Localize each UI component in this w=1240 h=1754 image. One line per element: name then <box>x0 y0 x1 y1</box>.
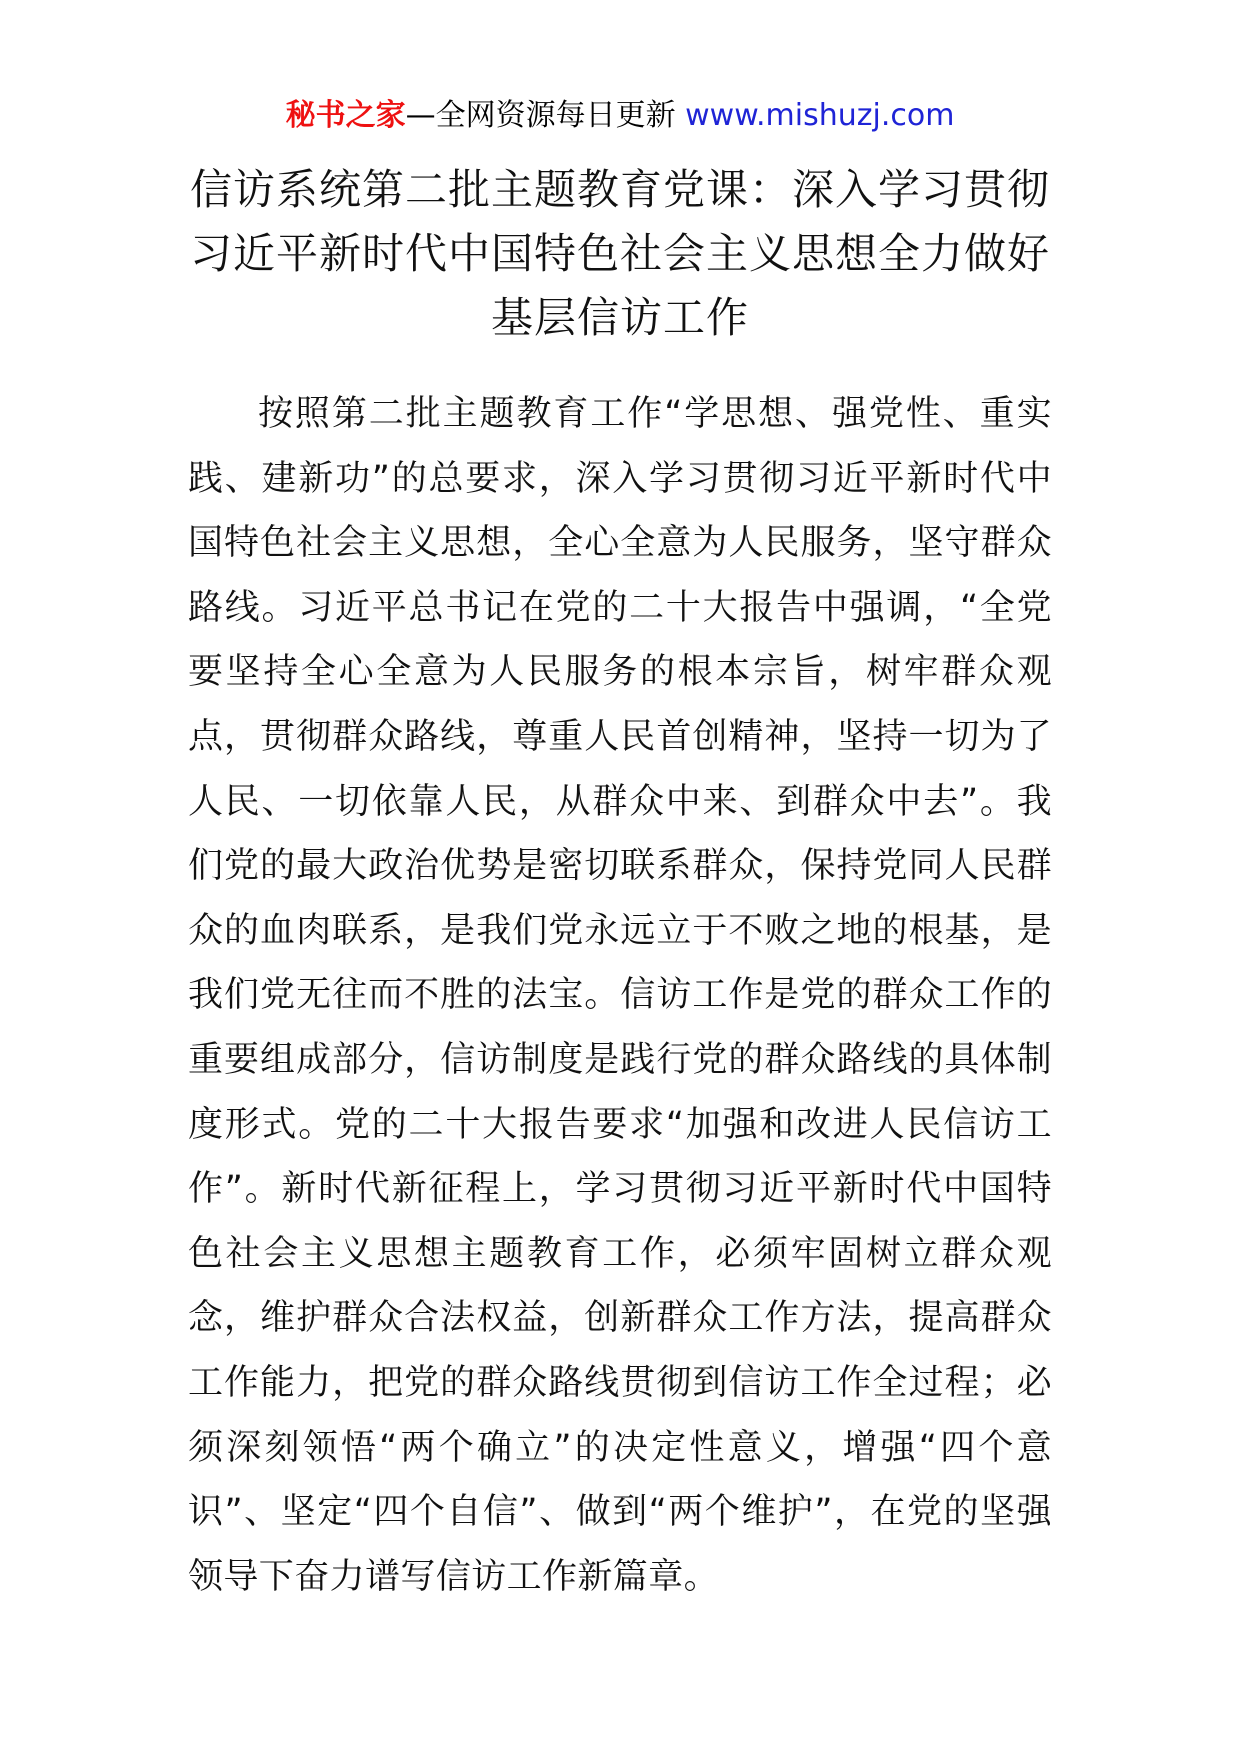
site-url-link[interactable]: www.mishuzj.com <box>685 98 955 133</box>
site-name: 秘书之家 <box>285 98 406 133</box>
site-tagline: —全网资源每日更新 <box>405 98 686 133</box>
site-header <box>0 96 1240 136</box>
document-title: 信访系统第二批主题教育党课：深入学习贯彻习近平新时代中国特色社会主义思想全力做好基层信访工作 <box>189 165 1050 342</box>
body-paragraph: 按照第二批主题教育工作“学思想、强党性、重实践、建新功”的总要求，深入学习贯彻习近平新时代中国特色社会主义思想，全心全意为人民服务，坚守群众路线。习近平总书记在党的二十大报告中强调，“全党要坚持全心全意为人民服务的根本宗旨，树牢群众观点，贯彻群众路线，尊重人民首创精神，坚持一切为了人民、一切依靠人民，从群众中来、到群众中去”。我们党的最大政治优势是密切联系群众，保持党同人民群众的血肉联系，是我们党永远立于不败之地的根基，是我们党无往而不胜的法宝。信访工作是党的群众工作的重要组成部分，信访制度是践行党的群众路线的具体制度形式。党的二十大报告要求“加强和改进人民信访工作”。新时代新征程上，学习贯彻习近平新时代中国特色社会主义思想主题教育工作，必须牢固树立群众观念，维护群众合法权益，创新群众工作方法，提高群众工作能力，把党的群众路线贯彻到信访工作全过程；必须深刻领悟“两个确立”的决定性意义，增强“四个意识”、坚定“四个自信”、做到“两个维护”，在党的坚强领导下奋力谱写信访工作新篇章。 <box>188 394 1052 1597</box>
